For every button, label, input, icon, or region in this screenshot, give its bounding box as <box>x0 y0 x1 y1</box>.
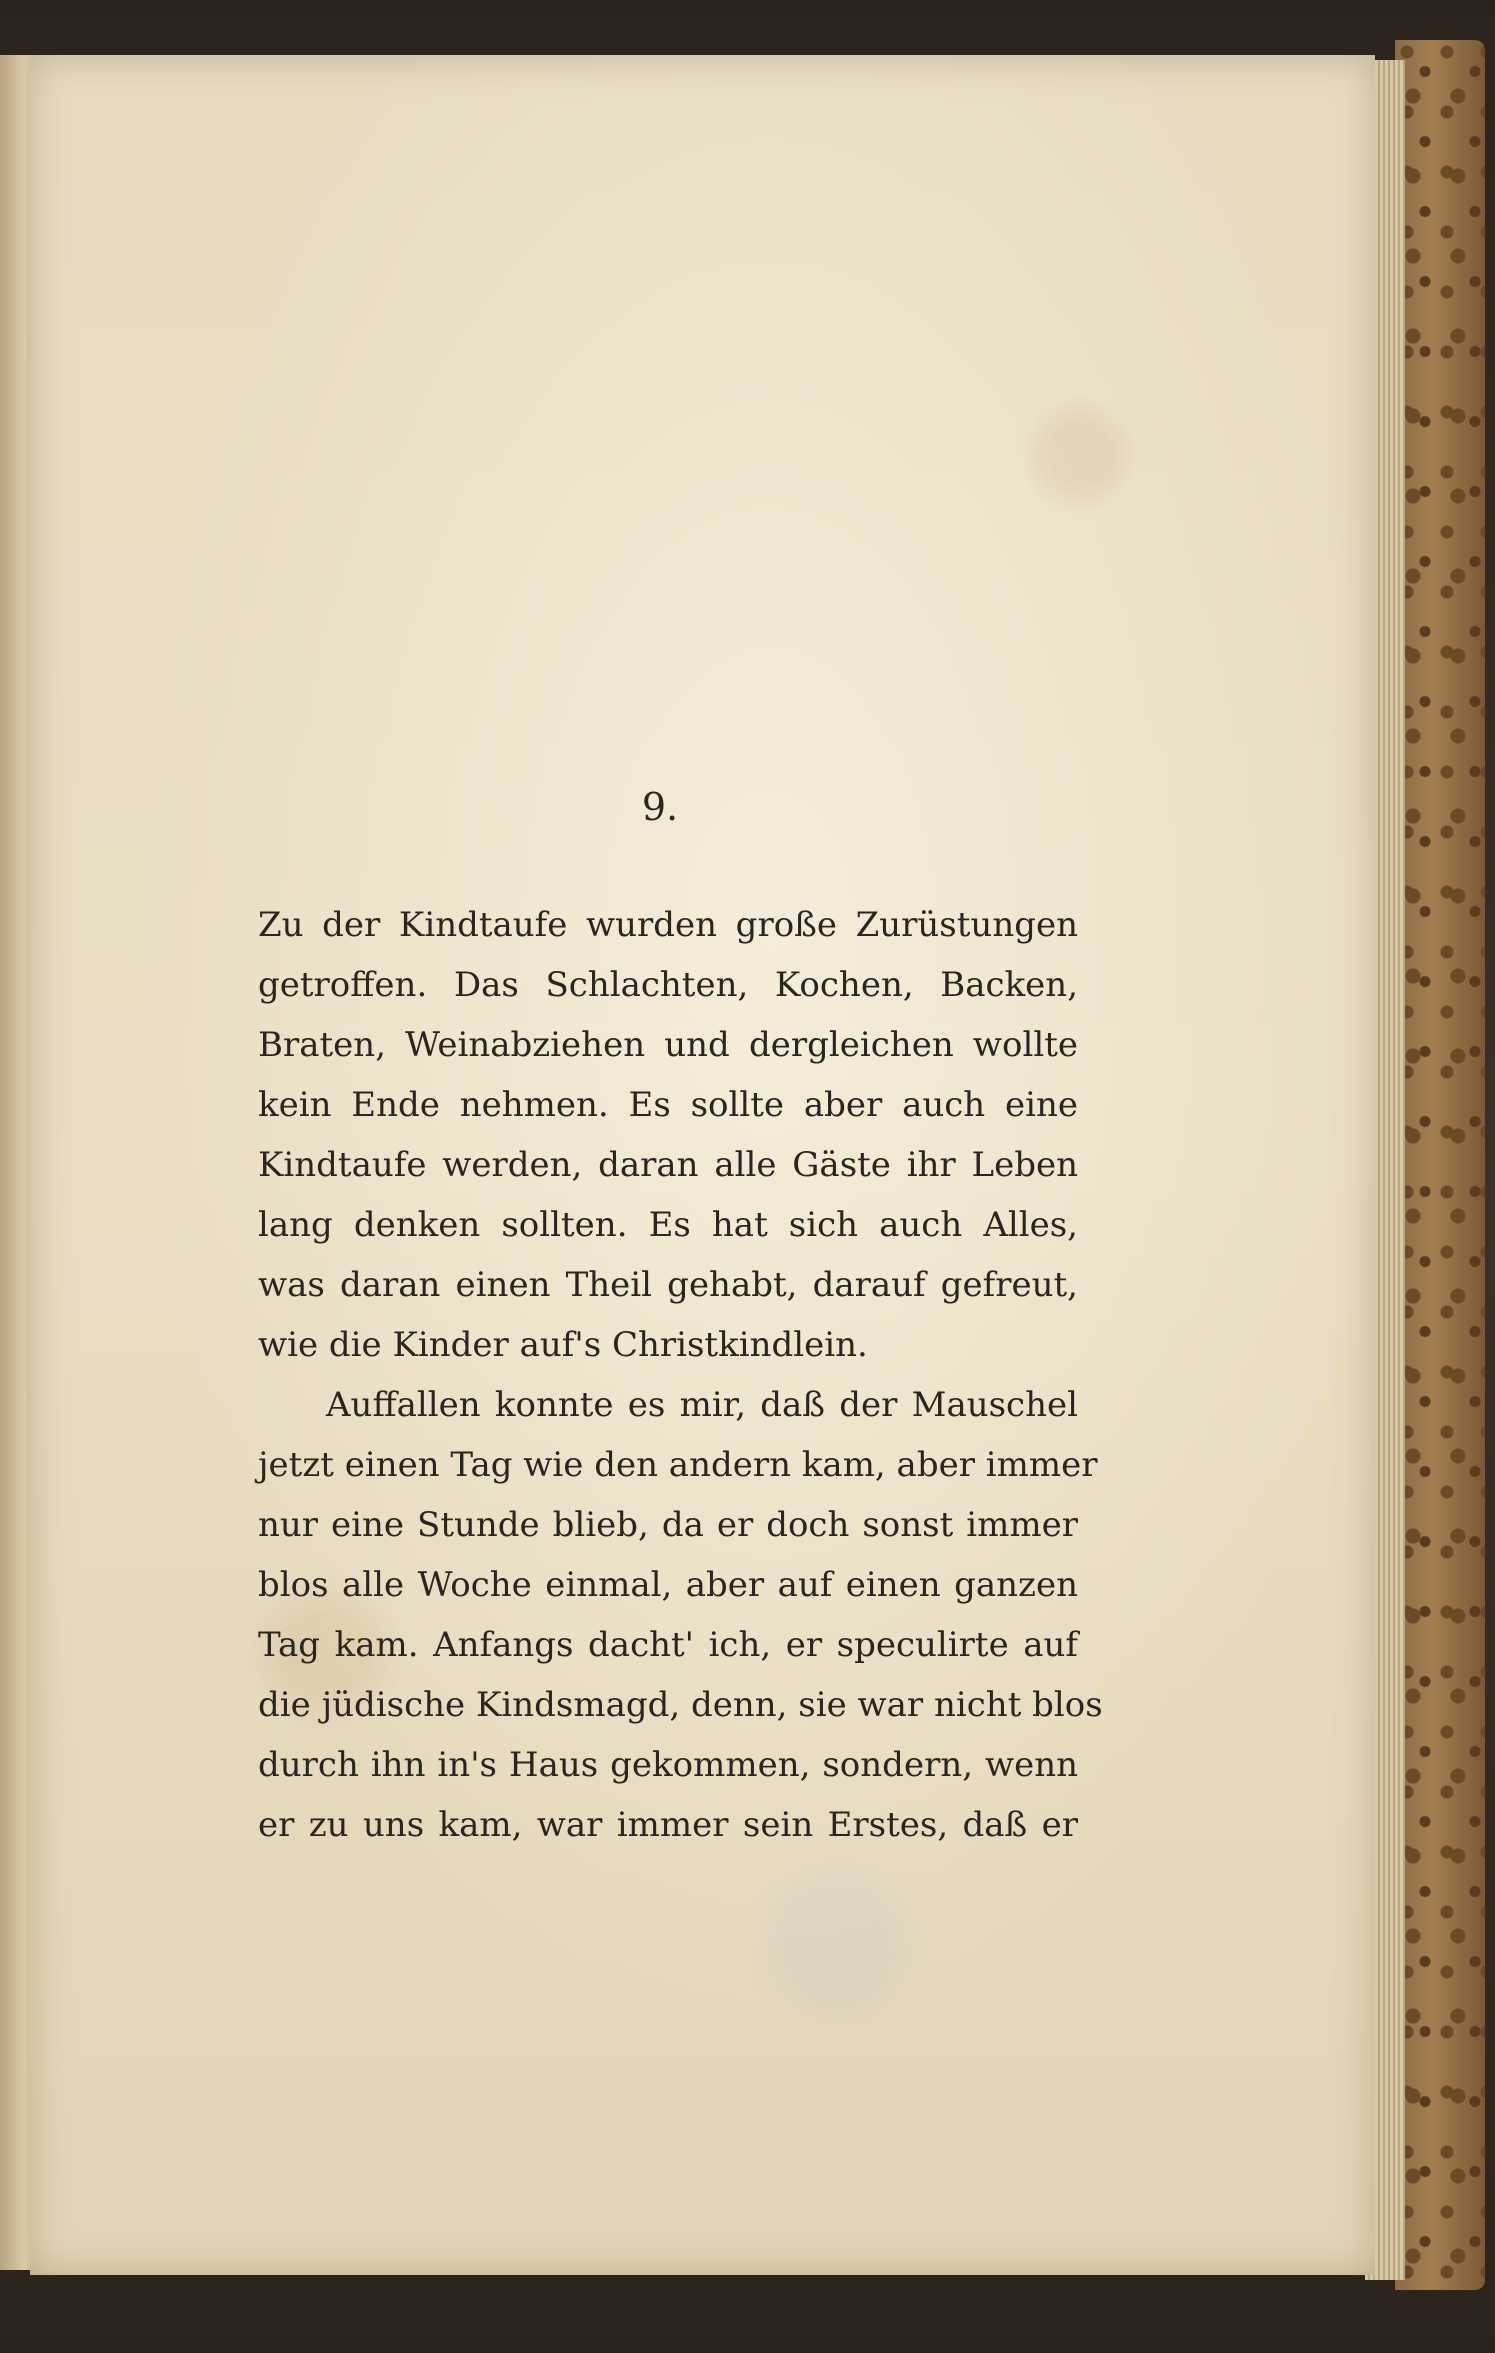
text-line: getroffen. Das Schlachten, Kochen, Backen, <box>258 965 1078 1005</box>
text-line: lang denken sollten. Es hat sich auch Alles, <box>258 1205 1078 1245</box>
text-line: jetzt einen Tag wie den andern kam, aber immer <box>258 1445 1098 1485</box>
book-page <box>30 55 1375 2275</box>
text-line: nur eine Stunde blieb, da er doch sonst immer <box>258 1505 1078 1545</box>
text-line: Braten, Weinabziehen und dergleichen wollte <box>258 1025 1078 1065</box>
text-line: kein Ende nehmen. Es sollte aber auch eine <box>258 1085 1078 1125</box>
text-line: die jüdische Kindsmagd, denn, sie war nicht blos <box>258 1685 1103 1725</box>
text-line: Zu der Kindtaufe wurden große Zurüstungen <box>258 905 1078 945</box>
text-line: durch ihn in's Haus gekommen, sondern, wenn <box>258 1745 1078 1785</box>
text-block <box>258 895 1103 1855</box>
text-line: wie die Kinder auf's Christkindlein. <box>258 1325 868 1365</box>
book-cover-edge <box>1395 40 1485 2290</box>
text-line: Kindtaufe werden, daran alle Gäste ihr Leben <box>258 1145 1078 1185</box>
text-line: er zu uns kam, war immer sein Erstes, daß er <box>258 1805 1078 1845</box>
text-line: was daran einen Theil gehabt, darauf gefreut, <box>258 1265 1078 1305</box>
text-line: Auffallen konnte es mir, daß der Mauschel <box>326 1385 1078 1425</box>
text-line: blos alle Woche einmal, aber auf einen ganzen <box>258 1565 1078 1605</box>
page-number: 9. <box>641 785 679 829</box>
text-line: Tag kam. Anfangs dacht' ich, er speculirte auf <box>258 1625 1078 1665</box>
